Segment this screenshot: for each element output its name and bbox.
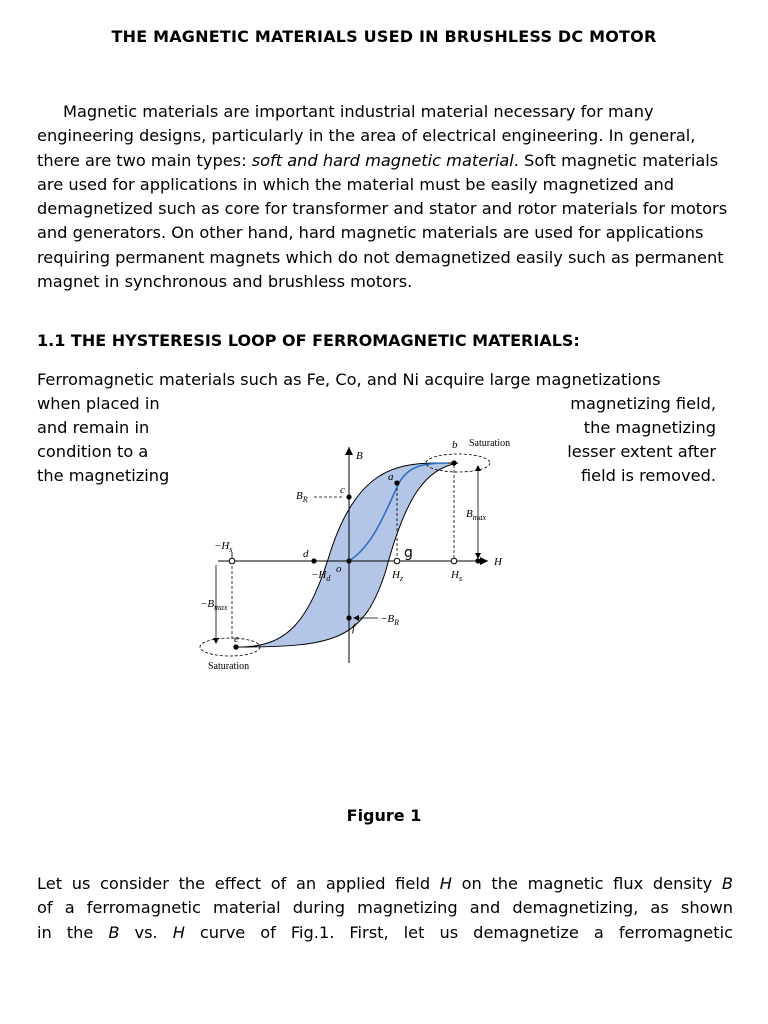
label-point-f: f — [352, 622, 356, 634]
ferro-left-1: when placed in — [37, 394, 160, 413]
ferro-left-2: and remain in — [37, 418, 150, 437]
ferro-right-2: the magnetizing — [583, 418, 716, 437]
hysteresis-loop-figure — [196, 435, 536, 675]
label-point-a: a — [388, 471, 394, 483]
label-neg-br: $-B_R$ — [380, 613, 400, 627]
ferro-line-1: Ferromagnetic materials such as Fe, Co, and Ni acquire large magnetizations — [37, 370, 661, 389]
label-point-e: e — [234, 633, 239, 645]
consider-line-3: in the B vs. H curve of Fig.1. First, let us demagnetize a ferromagnetic — [37, 922, 734, 942]
ferro-left-4: the magnetizing — [37, 466, 170, 485]
consider-line-1: Let us consider the effect of an applied field H on the magnetic flux density B — [37, 874, 733, 893]
label-point-c: c — [340, 484, 345, 496]
label-neg-hd: $-H_d$ — [311, 569, 331, 583]
ferro-left-3: condition to a — [37, 442, 149, 461]
intro-text-1: Magnetic materials are important industrial material necessary for many engineering designs, particularly in the area of electrical engineering. In general, there are two main types: — [37, 102, 696, 170]
label-neg-bmax: $-B_{max}$ — [200, 598, 228, 612]
intro-text-2: . Soft magnetic materials are used for applications in which the material must be easily magnetized and demagnetized such as core for transformer and stator and rotor materials for motors and generators. On other hand, hard magnetic materials are used for applications requiring permanent magnets which do not demagnetized easily such as permanent magnet in synchronous and brushless motors. — [37, 150, 728, 292]
point-neg-hs — [229, 558, 235, 564]
label-bmax: $B_{max}$ — [466, 508, 487, 522]
label-h-axis: H — [494, 556, 502, 568]
point-hs — [451, 558, 457, 564]
consider-paragraph — [37, 872, 733, 945]
point-e — [233, 644, 238, 649]
point-f — [346, 615, 351, 620]
ferro-right-4: field is removed. — [580, 466, 716, 485]
b-axis-arrow — [345, 447, 353, 455]
label-br: $B_R$ — [296, 490, 308, 504]
label-point-o: o — [336, 563, 342, 575]
point-g — [394, 558, 400, 564]
section-heading: 1.1 THE HYSTERESIS LOOP OF FERROMAGNETIC MATERIALS: — [37, 331, 580, 350]
label-saturation-top: Saturation — [469, 438, 511, 449]
point-b — [451, 460, 456, 465]
label-saturation-bottom: Saturation — [208, 661, 250, 672]
intro-paragraph — [37, 100, 733, 294]
point-a — [394, 480, 399, 485]
point-o — [346, 558, 351, 563]
point-bmax-end — [475, 558, 480, 563]
point-d — [311, 558, 316, 563]
label-point-b: b — [452, 439, 458, 451]
intro-emphasis: soft and hard magnetic material — [251, 150, 514, 170]
figure-caption: Figure 1 — [346, 806, 422, 825]
label-neg-hs: $-H_s$ — [214, 540, 233, 554]
ferro-right-1: magnetizing field, — [570, 394, 716, 413]
label-point-d: d — [303, 548, 309, 560]
document-title: THE MAGNETIC MATERIALS USED IN BRUSHLESS DC MOTOR — [111, 27, 657, 46]
point-c — [346, 494, 351, 499]
label-point-g: g — [404, 545, 413, 561]
h-axis-arrow — [480, 557, 488, 565]
label-hs: $H_s$ — [451, 569, 463, 583]
label-b-axis: B — [356, 450, 363, 462]
label-hz: $H_z$ — [392, 569, 404, 583]
consider-line-2: of a ferromagnetic material during magnetizing and demagnetizing, as shown — [37, 898, 733, 918]
ferro-right-3: lesser extent after — [567, 442, 716, 461]
